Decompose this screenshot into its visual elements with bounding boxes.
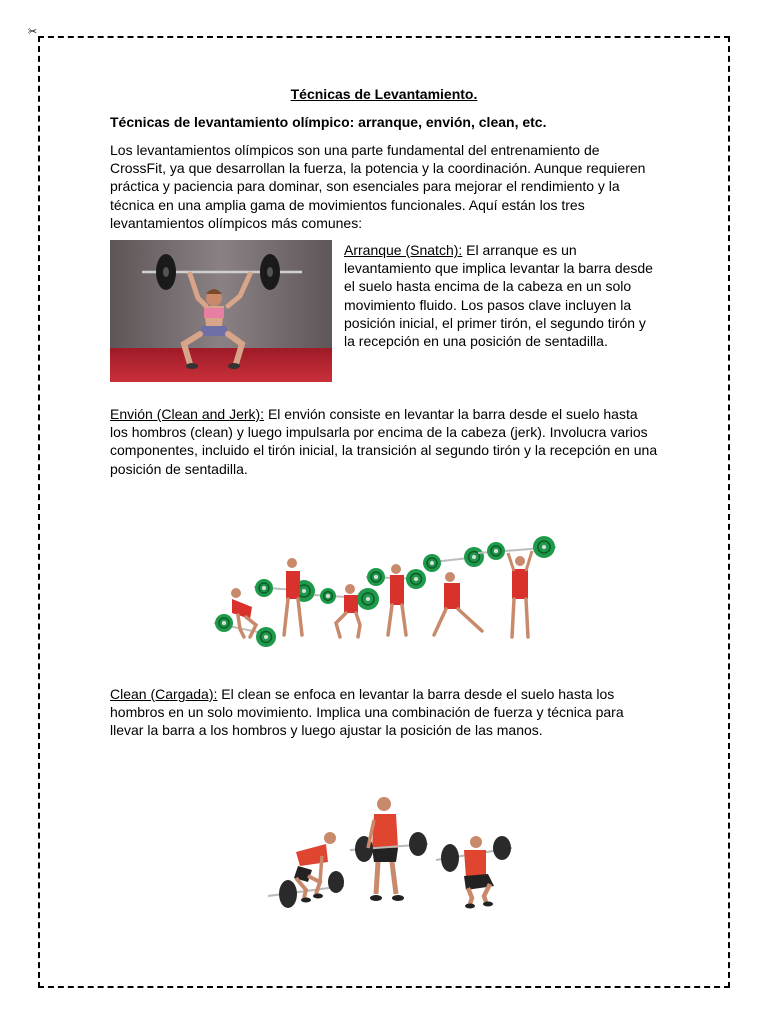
scissors-icon: ✂ bbox=[28, 25, 38, 38]
jerk-paragraph bbox=[110, 405, 658, 478]
intro-paragraph: Los levantamientos olímpicos son una parte fundamental del entrenamiento de CrossFit, ya que desarrollan la fuerza, la potencia y la coordinación. Aunque requieren práctica y paciencia para dominar, son esenciales para mejorar el rendimiento y la técnica en una amplia gama de movimientos funcionales. Aquí están los tres levantamientos olímpicos más comunes: bbox=[110, 142, 646, 231]
clean-paragraph bbox=[110, 685, 658, 740]
clean-heading: Clean (Cargada): bbox=[110, 686, 218, 702]
jerk-body: El envión consiste en levantar la barra desde el suelo hasta los hombros (clean) y luego impulsarla por encima de la cabeza (jerk). Involucra varios componentes, incluido el tirón inicial, la transición al segundo tirón y la recepción en una posición de sentadilla. bbox=[110, 406, 658, 477]
clean-and-jerk-sequence-photo bbox=[210, 495, 558, 657]
snatch-paragraph bbox=[344, 241, 660, 350]
section-subtitle: Técnicas de levantamiento olímpico: arranque, envión, clean, etc. bbox=[110, 114, 547, 130]
snatch-heading: Arranque (Snatch): bbox=[344, 242, 463, 258]
clean-sequence-photo bbox=[232, 786, 532, 916]
snatch-body: El arranque es un levantamiento que implica levantar la barra desde el suelo hasta encima de la cabeza en un solo movimiento fluido. Los pasos clave incluyen la posición inicial, el primer tirón, el segundo tirón y la recepción en una posición de sentadilla. bbox=[344, 242, 653, 350]
clean-body: El clean se enfoca en levantar la barra desde el suelo hasta los hombros en un solo movimiento. Implica una combinación de fuerza y técnica para llevar la barra a los hombros y luego ajustar la posición de las manos. bbox=[110, 686, 624, 739]
jerk-heading: Envión (Clean and Jerk): bbox=[110, 406, 265, 422]
page-title: Técnicas de Levantamiento. bbox=[290, 86, 478, 102]
snatch-photo bbox=[110, 240, 332, 382]
